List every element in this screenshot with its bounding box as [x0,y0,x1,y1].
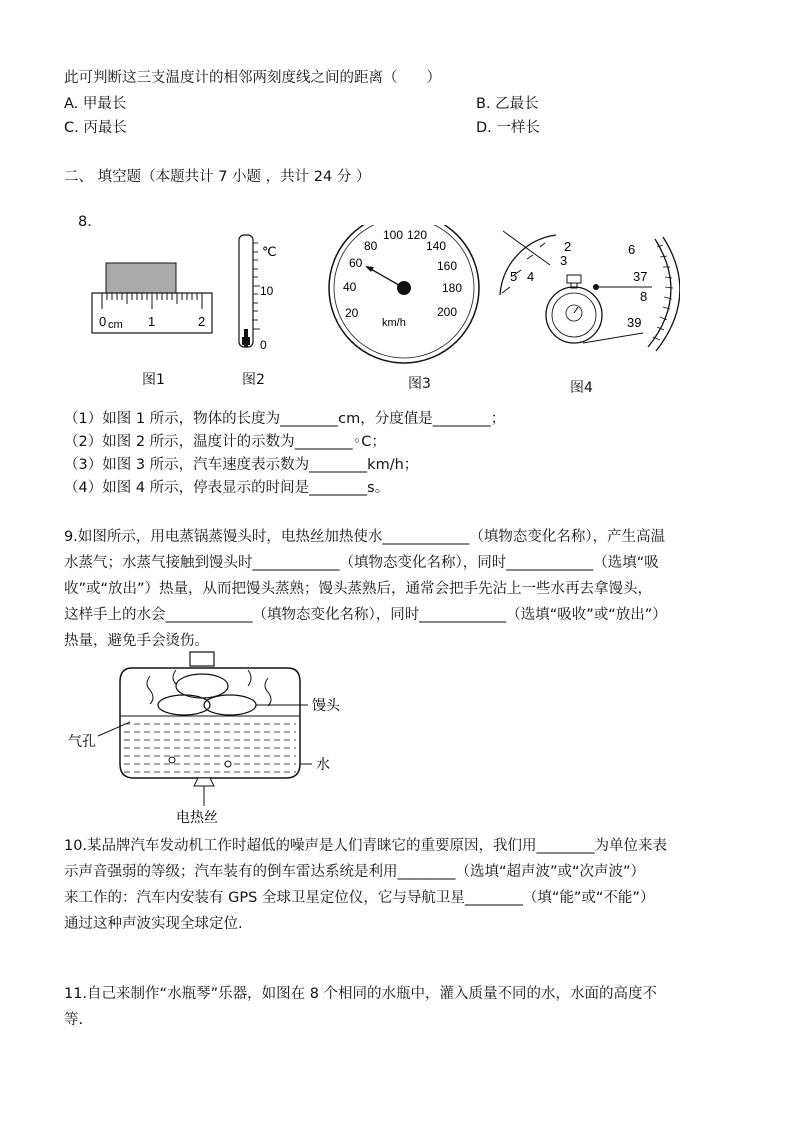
q10-line-4: 通过这种声波实现全球定位. [64,916,243,932]
caption-fig1: 图1 [142,372,165,388]
q8-line-2: （2）如图 2 所示，温度计的示数为________◦C； [64,434,386,450]
speedo-tick-60: 60 [349,256,363,270]
q10-line-2: 示声音强弱的等级；汽车装有的倒车雷达系统是利用________（选填“超声波”或“次声波”） [64,864,646,880]
steamer-figure [60,648,360,828]
speedo-tick-100: 100 [383,228,404,242]
stopwatch-small-5: 5 [510,269,518,284]
q8-line-1: （1）如图 1 所示，物体的长度为________cm，分度值是________； [64,411,506,427]
speedo-tick-120: 120 [407,228,428,242]
label-shui: 水 [316,756,330,772]
label-mantou: 馒头 [312,697,340,713]
q9-line-4: 这样手上的水会____________（填物态变化名称），同时____________（选填“吸收”或“放出”） [64,607,667,623]
caption-fig3: 图3 [408,376,431,392]
stopwatch-small-3: 3 [560,253,568,268]
q8-figures [80,225,680,400]
ruler-tick-2: 2 [198,314,206,329]
ruler-tick-1: 1 [148,314,156,329]
thermometer-figure [239,235,277,352]
speedo-tick-140: 140 [426,239,447,253]
q8-number: 8. [78,214,92,230]
stopwatch-big-8: 8 [640,289,648,304]
stopwatch-big-37: 37 [633,269,648,284]
q9-line-1: 9.如图所示，用电蒸锅蒸馒头时，电热丝加热使水____________（填物态变化名称），产生高温 [64,529,666,545]
section-heading: 二、 填空题（本题共计 7 小题 ，共计 24 分 ） [64,169,371,185]
q10-line-3: 来工作的：汽车内安装有 GPS 全球卫星定位仪，它与导航卫星________（填“能”或“不能”） [64,890,655,906]
ruler-figure [92,263,212,333]
stopwatch-small-4: 4 [527,269,535,284]
speedo-tick-180: 180 [442,281,463,295]
thermo-label-0: 0 [260,338,267,352]
stopwatch-figure [500,231,680,351]
q8-line-4: （4）如图 4 所示，停表显示的时间是________s。 [64,480,390,496]
thermo-unit: ℃ [262,244,277,259]
q7-option-d: D. 一样长 [476,120,540,136]
q9-line-3: 收”或“放出”）热量，从而把馒头蒸熟；馒头蒸熟后，通常会把手先沾上一些水再去拿馒头， [64,581,653,597]
stopwatch-big-39: 39 [627,315,642,330]
speedo-tick-40: 40 [343,280,357,294]
ruler-unit: cm [108,319,123,331]
q7-option-c: C. 丙最长 [64,120,127,136]
q7-option-a: A. 甲最长 [64,96,127,112]
q10-line-1: 10.某品牌汽车发动机工作时超低的噪声是人们青睐它的重要原因，我们用________为单位来表 [64,838,668,854]
q11-line-1: 11.自己来制作“水瓶琴”乐器，如图在 8 个相同的水瓶中，灌入质量不同的水，水面的高度不 [64,986,658,1002]
caption-fig2: 图2 [242,372,265,388]
label-dianresi: 电热丝 [176,809,218,825]
q7-stem-tail: 此可判断这三支温度计的相邻两刻度线之间的距离（ ） [64,70,441,86]
speedo-tick-200: 200 [437,305,458,319]
speedometer-figure [329,225,479,363]
label-qikong: 气孔 [68,733,96,749]
caption-fig4: 图4 [570,380,593,396]
stopwatch-small-2: 2 [564,239,572,254]
q9-line-2: 水蒸气；水蒸气接触到馒头时____________（填物态变化名称），同时____________（选填“吸 [64,555,659,571]
q8-line-3: （3）如图 3 所示，汽车速度表示数为________km/h； [64,457,419,473]
q9-line-5: 热量，避免手会烫伤。 [64,633,209,649]
speedo-tick-160: 160 [437,259,458,273]
ruler-tick-0: 0 [99,314,107,329]
q7-option-b: B. 乙最长 [476,96,539,112]
thermo-label-10: 10 [260,284,274,298]
speedo-tick-80: 80 [364,239,378,253]
speedo-unit: km/h [382,317,406,329]
q11-line-2: 等. [64,1012,84,1028]
speedo-tick-20: 20 [345,306,359,320]
stopwatch-big-6: 6 [628,242,636,257]
